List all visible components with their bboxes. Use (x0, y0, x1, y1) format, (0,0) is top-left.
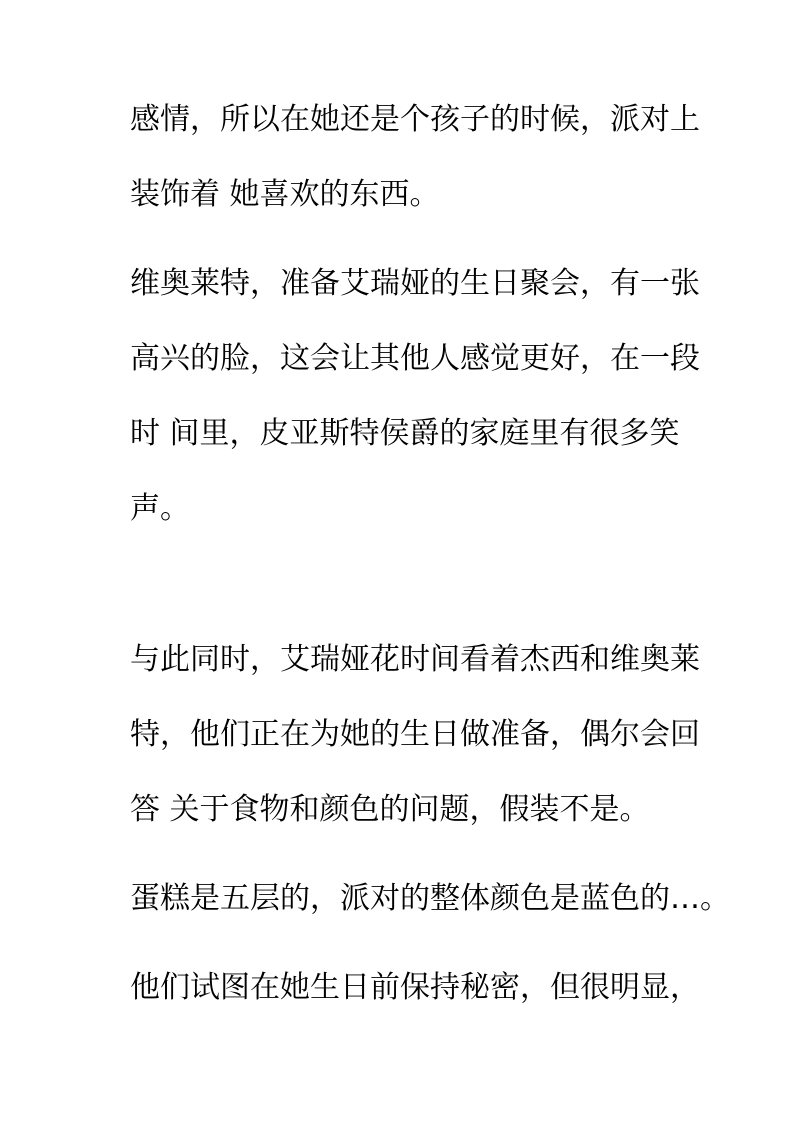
text-line-10: 蛋糕是五层的，派对的整体颜色是蓝色的…。 (130, 881, 730, 916)
text-line-3: 维奥莱特，准备艾瑞娅的生日聚会，有一张 (130, 266, 700, 301)
text-line-6: 声。 (130, 491, 190, 526)
text-line-9: 答 关于食物和颜色的问题，假装不是。 (130, 792, 650, 827)
text-line-8: 特，他们正在为她的生日做准备，偶尔会回 (130, 717, 700, 752)
text-line-7: 与此同时，艾瑞娅花时间看着杰西和维奥莱 (130, 642, 700, 677)
text-line-1: 感情，所以在她还是个孩子的时候，派对上 (130, 102, 700, 137)
text-line-4: 高兴的脸，这会让其他人感觉更好，在一段 (130, 341, 700, 376)
text-line-2: 装饰着 她喜欢的东西。 (130, 177, 440, 212)
text-line-11: 他们试图在她生日前保持秘密，但很明显， (130, 970, 700, 1005)
text-line-5: 时 间里，皮亚斯特侯爵的家庭里有很多笑 (130, 416, 680, 451)
